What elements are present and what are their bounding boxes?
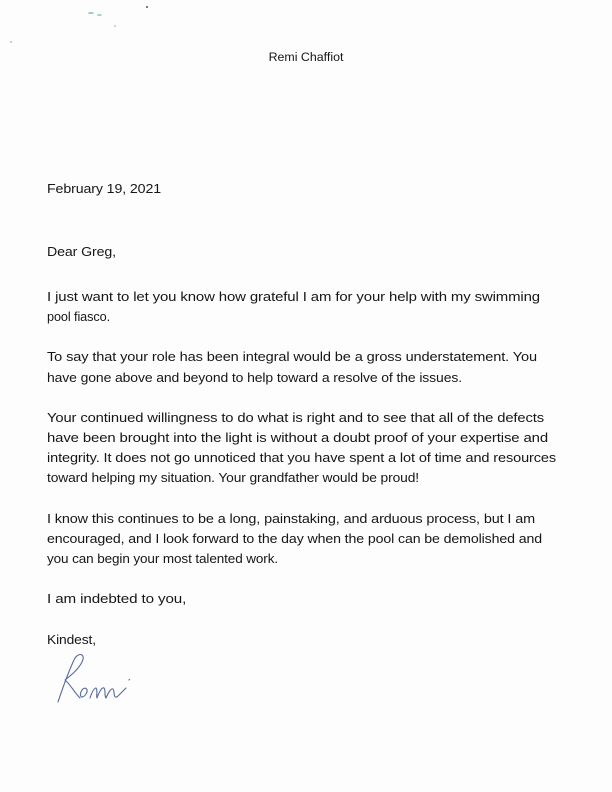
- paragraph-line: have been brought into the light is without a doubt proof of your expertise and: [47, 430, 548, 445]
- letterhead-name: Remi Chaffiot: [268, 50, 344, 64]
- sign-off: Kindest,: [47, 632, 96, 647]
- scan-speck: [88, 12, 94, 14]
- letter-date: February 19, 2021: [47, 181, 161, 196]
- paragraph-line: toward helping my situation. Your grandfather would be proud!: [47, 470, 419, 485]
- paragraph-line: To say that your role has been integral would be a gross understatement. You: [47, 349, 537, 364]
- closing-line: I am indebted to you,: [47, 591, 187, 606]
- salutation: Dear Greg,: [47, 244, 116, 259]
- scan-speck: [146, 6, 148, 8]
- scan-speck: [97, 14, 102, 16]
- paragraph-line: I know this continues to be a long, painstaking, and arduous process, but I am: [47, 511, 535, 526]
- paragraph-line: pool fiasco.: [47, 309, 110, 324]
- paragraph-line: integrity. It does not go unnoticed that you have spent a lot of time and resources: [47, 450, 556, 465]
- paragraph-line: I just want to let you know how grateful I am for your help with my swimming: [47, 289, 540, 304]
- handwritten-signature: [44, 650, 144, 712]
- paragraph-line: you can begin your most talented work.: [47, 551, 278, 566]
- scan-speck: [10, 41, 12, 43]
- paragraph-line: have gone above and beyond to help toward a resolve of the issues.: [47, 370, 462, 385]
- paragraph-line: encouraged, and I look forward to the day when the pool can be demolished and: [47, 531, 542, 546]
- paragraph-line: Your continued willingness to do what is right and to see that all of the defects: [47, 410, 544, 425]
- scan-speck: [114, 25, 116, 27]
